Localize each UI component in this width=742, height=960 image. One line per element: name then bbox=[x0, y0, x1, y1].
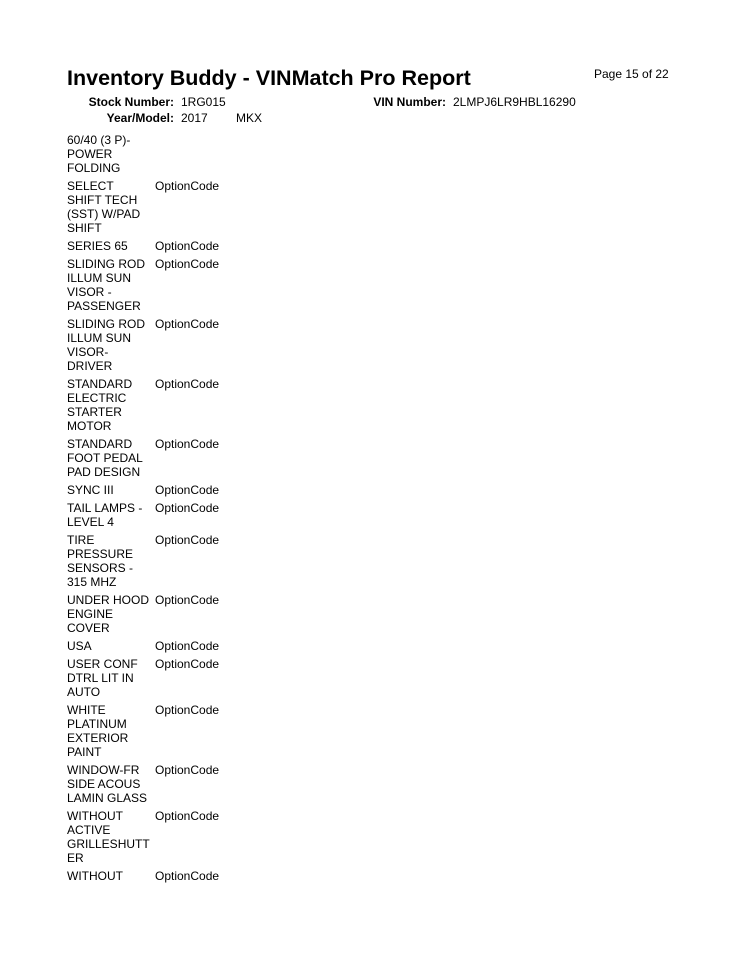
option-row bbox=[67, 869, 235, 883]
option-name bbox=[67, 179, 155, 235]
option-row bbox=[67, 483, 235, 497]
option-name bbox=[67, 763, 155, 805]
option-code: OptionCode bbox=[155, 257, 220, 271]
option-name bbox=[67, 377, 155, 433]
option-name-line: ACTIVE bbox=[67, 823, 111, 837]
option-name bbox=[67, 657, 155, 699]
option-row bbox=[67, 809, 235, 865]
option-name-line: ELECTRIC bbox=[67, 391, 127, 405]
option-name-line: (SST) W/PAD bbox=[67, 207, 141, 221]
option-name-line: 60/40 (3 P)- bbox=[67, 133, 131, 147]
option-name-line: VISOR- bbox=[67, 345, 109, 359]
option-name-line: STARTER bbox=[67, 405, 122, 419]
option-name-line: PASSENGER bbox=[67, 299, 141, 313]
option-name-line: POWER bbox=[67, 147, 113, 161]
option-name-line: ENGINE bbox=[67, 607, 114, 621]
option-name-line: 315 MHZ bbox=[67, 575, 117, 589]
option-name-line: TIRE bbox=[67, 533, 95, 547]
vin-number-value: 2LMPJ6LR9HBL16290 bbox=[453, 95, 576, 109]
option-name-line: COVER bbox=[67, 621, 110, 635]
stock-number-value: 1RG015 bbox=[181, 95, 226, 109]
option-code: OptionCode bbox=[155, 377, 220, 391]
option-name-line: TAIL LAMPS - bbox=[67, 501, 143, 515]
option-name-line: PAD DESIGN bbox=[67, 465, 141, 479]
option-name-line: USA bbox=[67, 639, 92, 653]
option-row bbox=[67, 639, 235, 653]
option-code: OptionCode bbox=[155, 639, 220, 653]
option-row bbox=[67, 239, 235, 253]
option-code: OptionCode bbox=[155, 501, 220, 515]
option-name-line: STANDARD bbox=[67, 377, 133, 391]
option-name bbox=[67, 501, 155, 529]
option-code: OptionCode bbox=[155, 763, 220, 777]
option-name-line: SHIFT bbox=[67, 221, 102, 235]
option-name-line: AUTO bbox=[67, 685, 101, 699]
option-name-line: PAINT bbox=[67, 745, 102, 759]
option-code: OptionCode bbox=[155, 179, 220, 193]
option-row bbox=[67, 703, 235, 759]
option-row bbox=[67, 657, 235, 699]
option-code bbox=[155, 133, 235, 175]
option-row bbox=[67, 377, 235, 433]
report-title: Inventory Buddy - VINMatch Pro Report bbox=[67, 66, 471, 90]
option-name bbox=[67, 809, 155, 865]
option-name-line: LAMIN GLASS bbox=[67, 791, 148, 805]
option-name-line: SLIDING ROD bbox=[67, 257, 146, 271]
option-row bbox=[67, 437, 235, 479]
option-row bbox=[67, 133, 235, 175]
option-name-line: PRESSURE bbox=[67, 547, 134, 561]
option-code: OptionCode bbox=[155, 593, 220, 607]
option-name bbox=[67, 317, 155, 373]
option-code: OptionCode bbox=[155, 483, 220, 497]
option-name-line: UNDER HOOD bbox=[67, 593, 150, 607]
option-name bbox=[67, 593, 155, 635]
option-name-line: MOTOR bbox=[67, 419, 112, 433]
vin-number-label: VIN Number: bbox=[373, 95, 446, 109]
stock-number-label: Stock Number: bbox=[88, 95, 174, 109]
option-name bbox=[67, 257, 155, 313]
year-value: 2017 bbox=[181, 111, 208, 125]
option-code: OptionCode bbox=[155, 657, 220, 671]
option-name bbox=[67, 437, 155, 479]
option-name-line: SIDE ACOUS bbox=[67, 777, 141, 791]
option-name bbox=[67, 869, 155, 883]
page-number: Page 15 of 22 bbox=[594, 67, 669, 81]
option-name-line: GRILLESHUTT bbox=[67, 837, 150, 851]
option-name-line: FOLDING bbox=[67, 161, 121, 175]
option-name bbox=[67, 533, 155, 589]
option-name-line: EXTERIOR bbox=[67, 731, 129, 745]
option-row bbox=[67, 533, 235, 589]
option-code: OptionCode bbox=[155, 317, 220, 331]
option-row bbox=[67, 501, 235, 529]
option-name-line: STANDARD bbox=[67, 437, 133, 451]
option-code: OptionCode bbox=[155, 437, 220, 451]
option-name-line: WINDOW-FR bbox=[67, 763, 140, 777]
option-name-line: ILLUM SUN bbox=[67, 331, 132, 345]
option-code: OptionCode bbox=[155, 239, 220, 253]
option-code: OptionCode bbox=[155, 869, 220, 883]
option-row bbox=[67, 257, 235, 313]
option-name-line: PLATINUM bbox=[67, 717, 127, 731]
option-name-line: SENSORS - bbox=[67, 561, 134, 575]
option-code: OptionCode bbox=[155, 809, 220, 823]
option-name-line: SHIFT TECH bbox=[67, 193, 138, 207]
option-name bbox=[67, 133, 155, 175]
option-name-line: SLIDING ROD bbox=[67, 317, 146, 331]
option-name-line: WITHOUT bbox=[67, 809, 123, 823]
option-name-line: DTRL LIT IN bbox=[67, 671, 134, 685]
option-name bbox=[67, 483, 155, 497]
option-name-line: SELECT bbox=[67, 179, 114, 193]
model-value: MKX bbox=[236, 111, 263, 125]
option-row bbox=[67, 179, 235, 235]
option-name-line: DRIVER bbox=[67, 359, 113, 373]
option-name-line: ER bbox=[67, 851, 84, 865]
option-name-line: SERIES 65 bbox=[67, 239, 128, 253]
option-name bbox=[67, 239, 155, 253]
year-model-label: Year/Model: bbox=[106, 111, 174, 125]
option-name-line: VISOR - bbox=[67, 285, 112, 299]
option-name-line: USER CONF bbox=[67, 657, 138, 671]
options-list bbox=[67, 133, 235, 887]
option-name-line: LEVEL 4 bbox=[67, 515, 114, 529]
option-row bbox=[67, 763, 235, 805]
option-name bbox=[67, 639, 155, 653]
option-name-line: ILLUM SUN bbox=[67, 271, 132, 285]
option-name-line: WITHOUT bbox=[67, 869, 123, 883]
option-name-line: WHITE bbox=[67, 703, 106, 717]
option-row bbox=[67, 317, 235, 373]
option-row bbox=[67, 593, 235, 635]
option-code: OptionCode bbox=[155, 703, 220, 717]
option-name-line: FOOT PEDAL bbox=[67, 451, 143, 465]
option-code: OptionCode bbox=[155, 533, 220, 547]
option-name-line: SYNC III bbox=[67, 483, 114, 497]
option-name bbox=[67, 703, 155, 759]
